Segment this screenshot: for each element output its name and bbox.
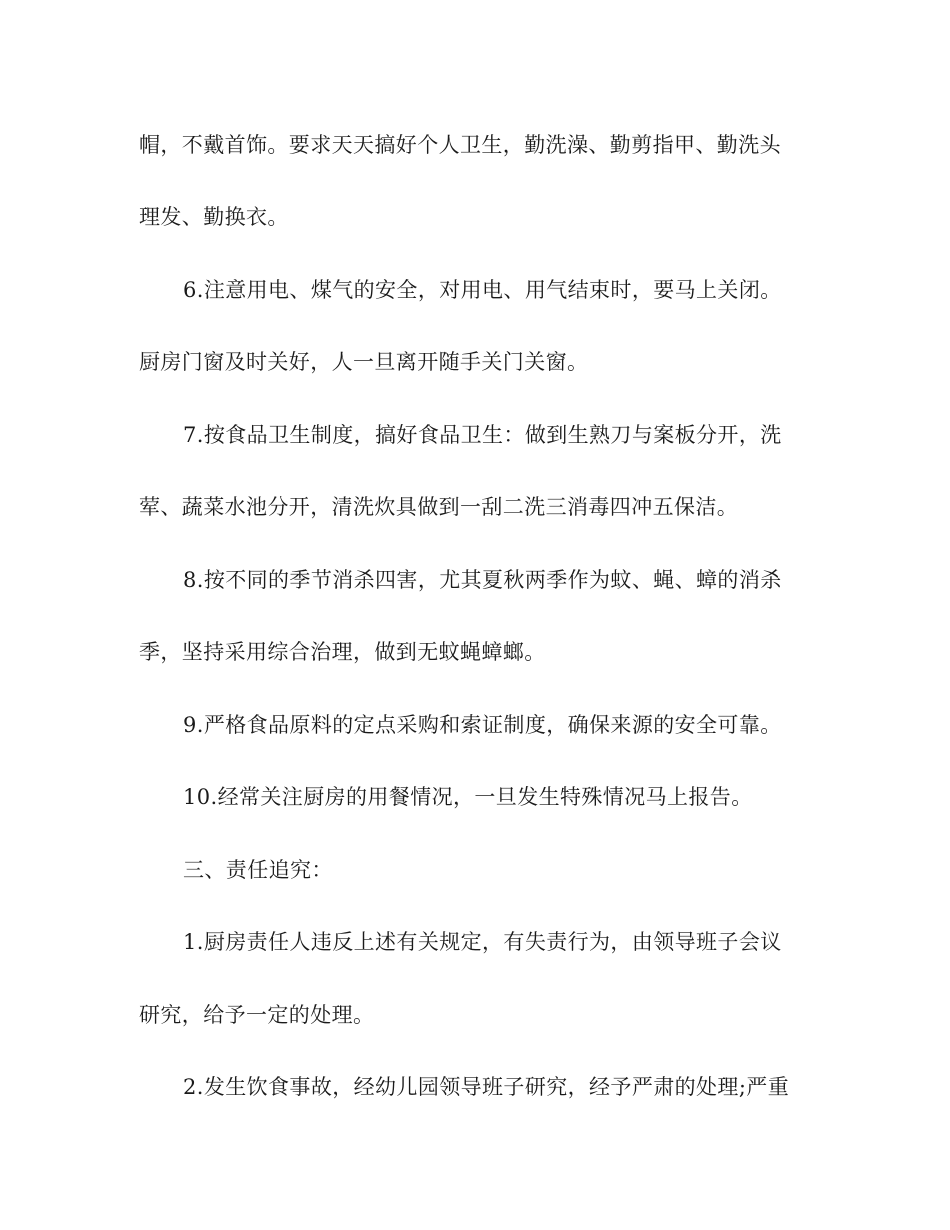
paragraph-line: 8.按不同的季节消杀四害，尤其夏秋两季作为蚊、蝇、蟑的消杀: [183, 568, 782, 592]
paragraph-line: 理发、勤换衣。: [139, 205, 289, 229]
paragraph-line: 研究，给予一定的处理。: [139, 1003, 375, 1027]
paragraph-line: 帽，不戴首饰。要求天天搞好个人卫生，勤洗澡、勤剪指甲、勤洗头: [139, 133, 781, 157]
paragraph-line: 7.按食品卫生制度，搞好食品卫生：做到生熟刀与案板分开，洗: [183, 423, 782, 447]
paragraph-line: 9.严格食品原料的定点采购和索证制度，确保来源的安全可靠。: [183, 713, 782, 737]
paragraph-line: 1.厨房责任人违反上述有关规定，有失责行为，由领导班子会议: [183, 930, 782, 954]
paragraph-line: 2.发生饮食事故，经幼儿园领导班子研究，经予严肃的处理;严重: [183, 1075, 790, 1099]
paragraph-line: 荤、蔬菜水池分开，清洗炊具做到一刮二洗三消毒四冲五保洁。: [139, 495, 739, 519]
paragraph-line: 厨房门窗及时关好，人一旦离开随手关门关窗。: [139, 350, 589, 374]
paragraph-line: 10.经常关注厨房的用餐情况，一旦发生特殊情况马上报告。: [183, 785, 753, 809]
section-heading: 三、责任追究：: [183, 858, 333, 882]
paragraph-line: 季，坚持采用综合治理，做到无蚊蝇蟑螂。: [139, 640, 546, 664]
paragraph-line: 6.注意用电、煤气的安全，对用电、用气结束时，要马上关闭。: [183, 278, 782, 302]
